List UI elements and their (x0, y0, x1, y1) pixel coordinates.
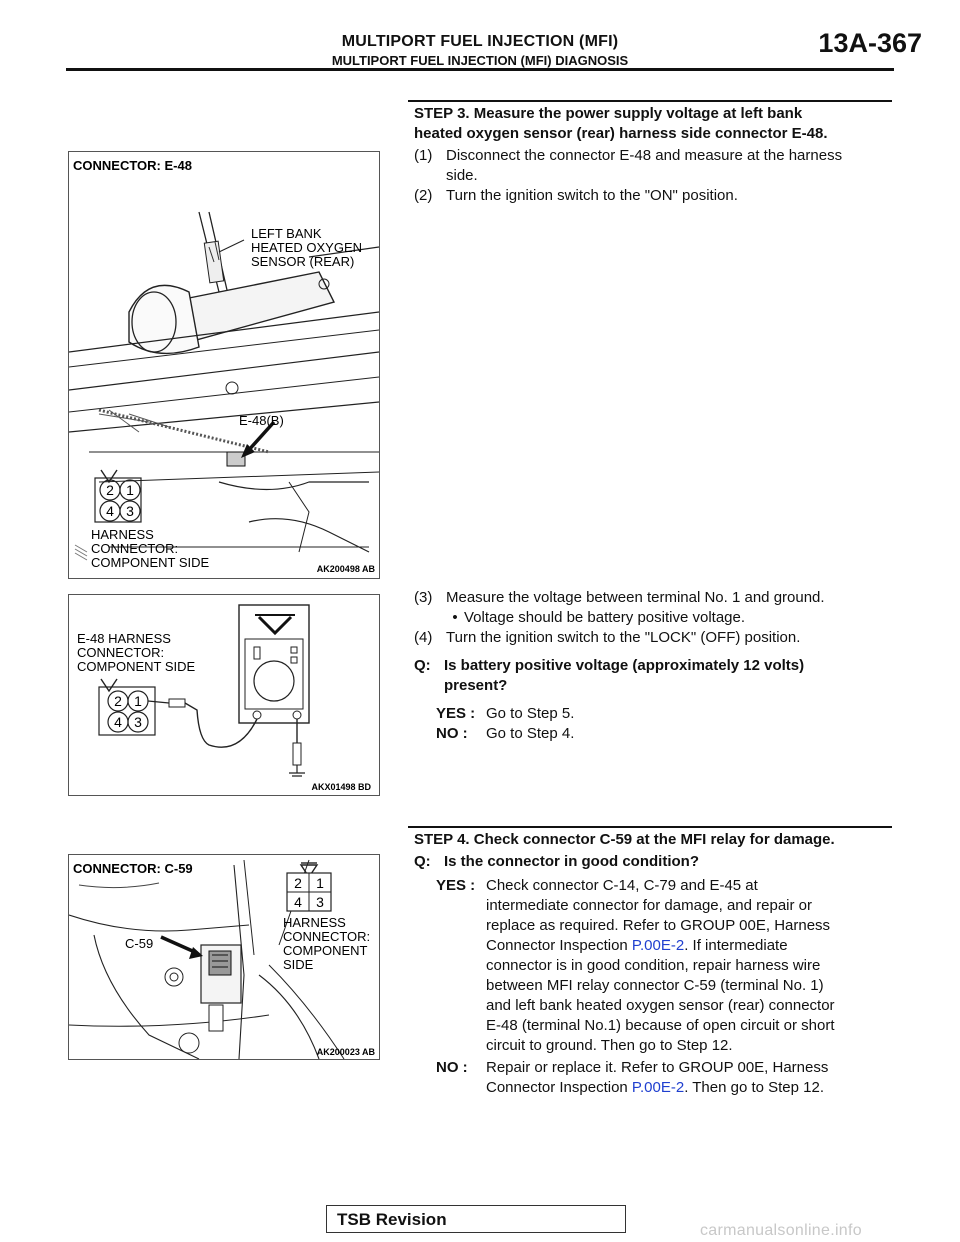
fig3-harness-3: COMPONENT (283, 943, 368, 958)
item-text: Turn the ignition switch to the "ON" position. (446, 187, 738, 204)
step4-rule (408, 826, 892, 828)
fig2-label-3: COMPONENT SIDE (77, 659, 196, 674)
question-text-cont: present? (444, 677, 508, 694)
fig2-pin-4: 4 (114, 714, 122, 730)
watermark: carmanualsonline.info (700, 1222, 862, 1239)
no-text: Go to Step 4. (486, 725, 575, 742)
no-line: Repair or replace it. Refer to GROUP 00E, Harness (486, 1059, 829, 1076)
step3-item-2 (414, 186, 894, 206)
fig1-code: AK200498 AB (316, 564, 375, 574)
tsb-revision-box: TSB Revision (326, 1205, 626, 1233)
fig3-connector-ref: C-59 (125, 936, 154, 951)
fig2-pin-2: 2 (114, 693, 122, 709)
link-p00e-2[interactable]: P.00E-2 (631, 937, 685, 954)
item-number: (1) (414, 147, 433, 164)
fig3-title: CONNECTOR: C-59 (73, 861, 193, 876)
fig2-code: AKX01498 BD (311, 782, 371, 792)
fig1-connector-ref: E-48(B) (239, 413, 284, 428)
yes-line: circuit to ground. Then go to Step 12. (486, 1037, 733, 1054)
fig3-pin-3: 3 (316, 894, 324, 910)
fig3-pin-2: 2 (294, 875, 302, 891)
fig3-harness-2: CONNECTOR: (283, 929, 371, 944)
fig2-label-1: E-48 HARNESS (77, 631, 171, 646)
step3-item-3 (414, 588, 894, 608)
step3-heading (414, 104, 894, 144)
fig1-harness-2: CONNECTOR: (91, 541, 179, 556)
item-number: (2) (414, 187, 433, 204)
fig1-callout-2: HEATED OXYGEN (251, 240, 363, 255)
fig2-pin-3: 3 (134, 714, 142, 730)
item-text: Turn the ignition switch to the "LOCK" (OFF) position. (446, 629, 801, 646)
yes-line: between MFI relay connector C-59 (terminal No. 1) (486, 977, 824, 994)
header-rule (66, 68, 894, 71)
header-subtitle: MULTIPORT FUEL INJECTION (MFI) DIAGNOSIS (331, 53, 629, 68)
step3-measure (414, 588, 894, 744)
step3-answer-no (414, 724, 894, 744)
step3-items (414, 146, 894, 206)
item-text-cont: side. (446, 167, 478, 184)
step3-heading-line-1: STEP 3. Measure the power supply voltage at left bank (414, 105, 803, 122)
yes-line: Check connector C-14, C-79 and E-45 at (486, 877, 758, 894)
yes-line: replace as required. Refer to GROUP 00E, Harness (486, 917, 831, 934)
step3-rule (408, 100, 892, 102)
yes-line: . If intermediate (684, 937, 788, 954)
yes-line: connector is in good condition, repair harness wire (486, 957, 821, 974)
item-number: (4) (414, 629, 433, 646)
item-text: Measure the voltage between terminal No. 1 and ground. (446, 589, 825, 606)
step4-heading: STEP 4. Check connector C-59 at the MFI relay for damage. (414, 831, 835, 848)
step4-question (414, 852, 894, 872)
yes-line: E-48 (terminal No.1) because of open circuit or short (486, 1017, 835, 1034)
fig1-callout-3: SENSOR (REAR) (251, 254, 355, 269)
fig3-harness-4: SIDE (283, 957, 314, 972)
yes-line: intermediate connector for damage, and repair or (486, 897, 813, 914)
fig3-code: AK200023 AB (316, 1047, 375, 1057)
header-title: MULTIPORT FUEL INJECTION (MFI) (341, 33, 619, 50)
fig3-pin-1: 1 (316, 875, 324, 891)
figure-connector-e48 (68, 151, 380, 579)
fig1-pin-1: 1 (126, 482, 134, 498)
fig3-pin-4: 4 (294, 894, 302, 910)
step3-question (414, 656, 894, 696)
link-p00e-2[interactable]: P.00E-2 (631, 1079, 685, 1096)
fig3-harness-1: HARNESS (283, 915, 346, 930)
step3-item-4 (414, 628, 894, 648)
figure-e48-drawing (69, 152, 379, 578)
yes-key: YES : (436, 705, 476, 722)
fig2-label-2: CONNECTOR: (77, 645, 165, 660)
no-key: NO : (436, 725, 468, 742)
yes-line: and left bank heated oxygen sensor (rear) connector (486, 997, 835, 1014)
no-line: Connector Inspection (486, 1079, 632, 1096)
step4-answer-no (436, 1058, 896, 1098)
step3-answer-yes (414, 704, 894, 724)
question-text: Is the connector in good condition? (444, 853, 699, 870)
fig1-pin-4: 4 (106, 503, 114, 519)
fig2-pin-1: 1 (134, 693, 142, 709)
question-key: Q: (414, 657, 431, 674)
fig1-callout-1: LEFT BANK (251, 226, 322, 241)
step3-bullet (414, 608, 894, 628)
figure-connector-c59 (68, 854, 380, 1060)
bullet-text: Voltage should be battery positive voltage. (464, 609, 746, 626)
item-number: (3) (414, 589, 433, 606)
no-key: NO : (436, 1059, 468, 1076)
fig1-harness-1: HARNESS (91, 527, 154, 542)
no-line: . Then go to Step 12. (684, 1079, 825, 1096)
fig1-harness-3: COMPONENT SIDE (91, 555, 210, 570)
bullet-dot: • (452, 609, 458, 626)
question-text: Is battery positive voltage (approximately 12 volts) (444, 657, 805, 674)
fig1-pin-3: 3 (126, 503, 134, 519)
fig1-title: CONNECTOR: E-48 (73, 158, 192, 173)
figure-c59-drawing (69, 855, 379, 1059)
fig1-pin-2: 2 (106, 482, 114, 498)
step3-heading-line-2: heated oxygen sensor (rear) harness side connector E-48. (414, 125, 828, 142)
yes-text: Go to Step 5. (486, 705, 575, 722)
step4-answer-yes (436, 876, 896, 1056)
item-text: Disconnect the connector E-48 and measure at the harness (446, 147, 843, 164)
yes-key: YES : (436, 877, 476, 894)
figure-voltage-measure (68, 594, 380, 796)
question-key: Q: (414, 853, 431, 870)
figure-voltmeter-drawing (69, 595, 379, 795)
yes-line: Connector Inspection (486, 937, 632, 954)
page-number: 13A-367 (818, 28, 922, 58)
step3-item-1 (414, 146, 894, 186)
